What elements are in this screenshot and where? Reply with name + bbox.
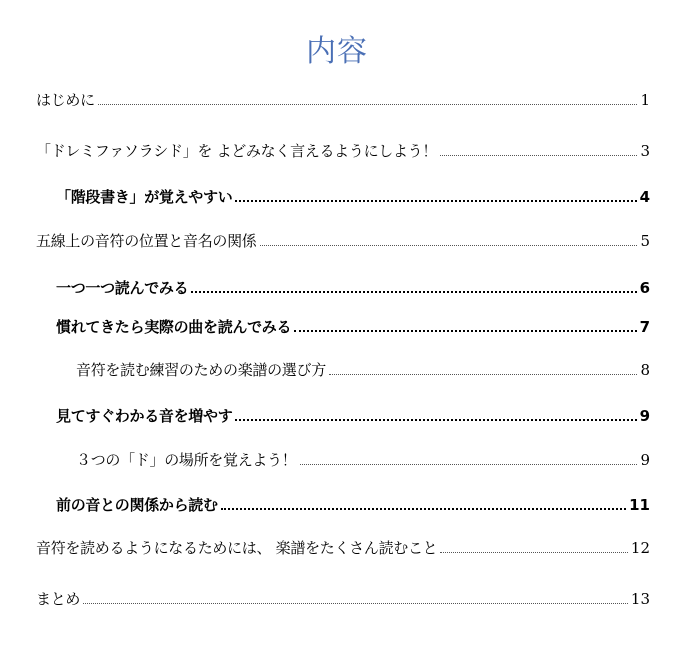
toc-leader	[329, 371, 638, 375]
toc-leader	[300, 461, 638, 465]
toc-entry-label: はじめに	[36, 91, 95, 109]
toc-page-number: 9	[640, 451, 650, 469]
toc-leader	[221, 506, 626, 510]
toc-entry[interactable]	[36, 587, 650, 609]
toc-page-number: 13	[630, 590, 650, 608]
toc-leader	[260, 242, 638, 246]
toc-page-number: 11	[629, 496, 650, 514]
toc-leader	[440, 549, 628, 553]
toc-leader	[440, 152, 637, 156]
toc-entry-label: まとめ	[36, 590, 81, 608]
toc-entry-label: 「階段書き」が覚えやすい	[56, 188, 233, 206]
toc-entry[interactable]	[56, 404, 650, 426]
toc-entry-label: 見てすぐわかる音を増やす	[56, 407, 233, 425]
toc-page-number: 3	[640, 142, 650, 160]
toc-page-number: 5	[640, 232, 650, 250]
toc-entry[interactable]	[36, 88, 650, 110]
toc-leader	[294, 328, 636, 332]
toc-page-number: 7	[639, 318, 650, 336]
toc-entry-label: 音符を読む練習のための楽譜の選び方	[76, 361, 326, 379]
toc-leader	[235, 198, 636, 202]
toc-page-number: 4	[639, 188, 650, 206]
toc-entry[interactable]	[76, 448, 650, 470]
toc-entry[interactable]	[56, 493, 650, 515]
toc-leader	[98, 101, 638, 105]
toc-page-number: 6	[639, 279, 650, 297]
toc-entry-label: 五線上の音符の位置と音名の関係	[36, 232, 257, 250]
toc-title: 内容	[306, 34, 368, 69]
toc-leader	[191, 289, 636, 293]
toc-entry[interactable]	[36, 229, 650, 251]
toc-entry-label: 慣れてきたら実際の曲を読んでみる	[56, 318, 292, 336]
toc-entry-label: 前の音との関係から読む	[56, 496, 218, 514]
toc-entry[interactable]	[56, 315, 650, 337]
toc-entry[interactable]	[76, 358, 650, 380]
toc-entry-label: ３つの「ド」の場所を覚えよう！	[76, 451, 297, 469]
toc-entry[interactable]	[56, 276, 650, 298]
toc-leader	[83, 600, 628, 604]
toc-entry-label: 音符を読めるようになるためには、 楽譜をたくさん読むこと	[36, 539, 438, 557]
toc-page-number: 1	[640, 91, 650, 109]
toc-leader	[235, 417, 636, 421]
toc-page-number: 12	[630, 539, 650, 557]
toc-entry-label: 一つ一つ読んでみる	[56, 279, 189, 297]
toc-entry[interactable]	[36, 139, 650, 161]
toc-entry-label: 「ドレミファソラシド」を よどみなく言えるようにしよう！	[36, 142, 438, 160]
toc-page-number: 8	[640, 361, 650, 379]
toc-entry[interactable]	[56, 185, 650, 207]
toc-page-number: 9	[639, 407, 650, 425]
toc-entry[interactable]	[36, 536, 650, 558]
